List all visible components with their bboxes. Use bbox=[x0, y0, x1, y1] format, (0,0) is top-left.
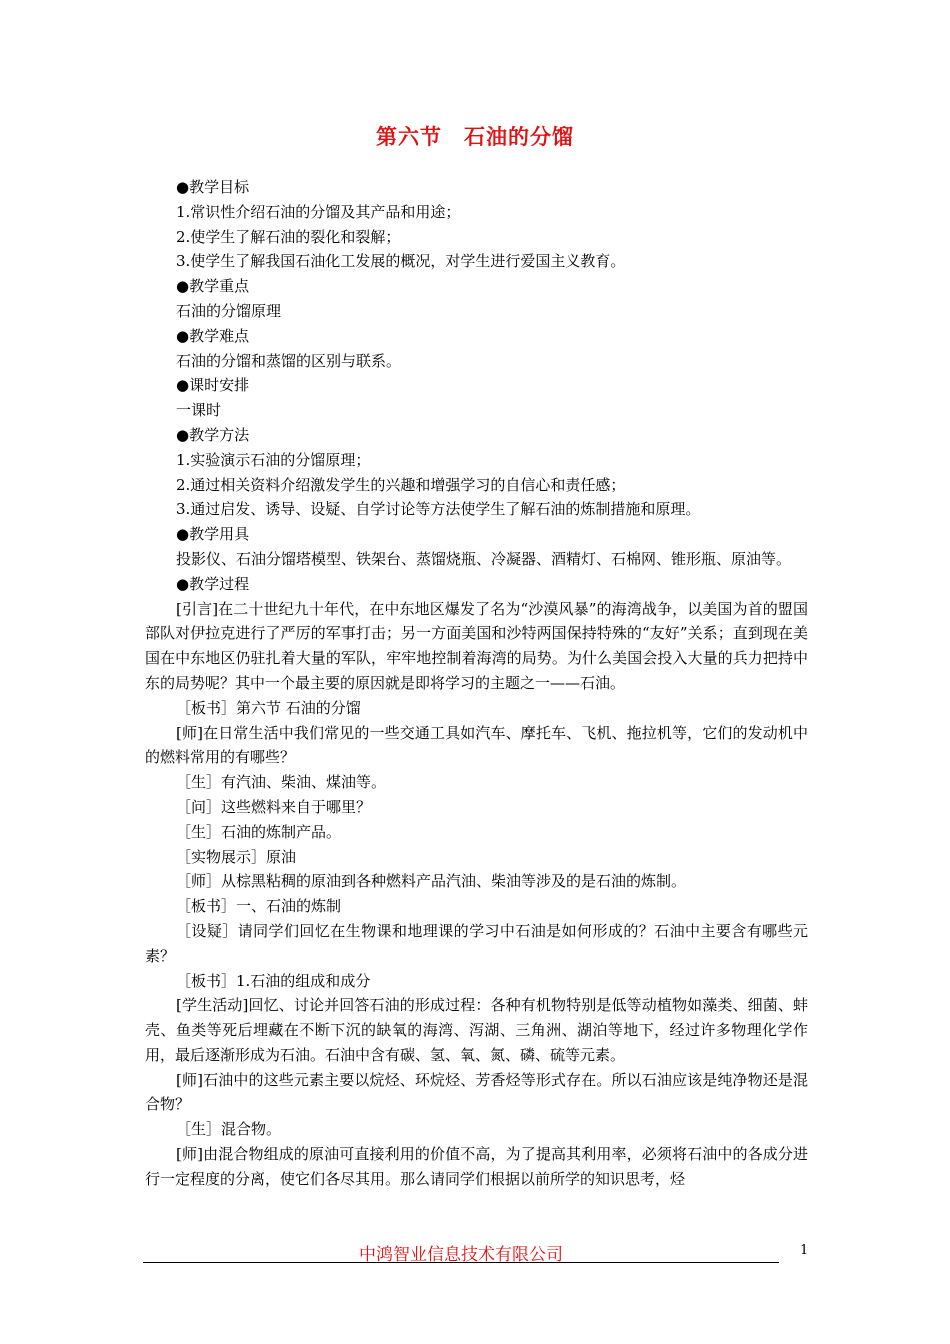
process-paragraph: ［师］从棕黑粘稠的原油到各种燃料产品汽油、柴油等涉及的是石油的炼制。 bbox=[176, 872, 687, 891]
process-paragraph: [学生活动]回忆、讨论并回答石油的形成过程：各种有机物特别是低等动植物如藻类、细菌、蚌壳、鱼类等死后埋藏在不断下沉的缺氧的海湾、泻湖、三角洲、湖泊等地下，经过许多物理化学作用，最后逐渐形成为石油。石油中含有碳、氢、氧、氮、磷、硫等元素。 bbox=[145, 996, 808, 1064]
goal-item: 1.常识性介绍石油的分馏及其产品和用途； bbox=[176, 202, 461, 221]
heading-key-points: ●教学重点 bbox=[176, 277, 250, 296]
heading-difficulties: ●教学难点 bbox=[176, 326, 250, 345]
heading-teaching-goals: ●教学目标 bbox=[176, 178, 250, 196]
process-paragraph: ［设疑］请同学们回忆在生物课和地理课的学习中石油是如何形成的？石油中主要含有哪些元素？ bbox=[145, 921, 808, 965]
heading-methods: ●教学方法 bbox=[176, 425, 250, 444]
process-paragraph: ［板书］1.石油的组成和成分 bbox=[176, 971, 371, 990]
page-number: 1 bbox=[800, 1243, 809, 1258]
process-paragraph: ［实物展示］原油 bbox=[176, 847, 297, 866]
method-item: 3.通过启发、诱导、设疑、自学讨论等方法使学生了解石油的炼制措施和原理。 bbox=[176, 500, 701, 519]
heading-tools: ●教学用具 bbox=[176, 525, 250, 544]
process-paragraph: ［生］有汽油、柴油、煤油等。 bbox=[176, 773, 387, 792]
footer-company-name: 中鸿智业信息技术有限公司 bbox=[359, 1245, 563, 1265]
tools-text: 投影仪、石油分馏塔模型、铁架台、蒸馏烧瓶、冷凝器、酒精灯、石棉网、锥形瓶、原油等。 bbox=[176, 549, 792, 568]
document-body bbox=[145, 175, 808, 1192]
heading-process: ●教学过程 bbox=[176, 574, 250, 593]
process-paragraph: [师]在日常生活中我们常见的一些交通工具如汽车、摩托车、飞机、拖拉机等，它们的发动机中的燃料常用的有哪些？ bbox=[145, 723, 808, 767]
process-paragraph: [师]石油中的这些元素主要以烷烃、环烷烃、芳香烃等形式存在。所以石油应该是纯净物还是混合物？ bbox=[145, 1070, 808, 1114]
method-item: 1.实验演示石油的分馏原理； bbox=[176, 450, 371, 469]
footer-divider bbox=[143, 1262, 779, 1263]
key-point-text: 石油的分馏原理 bbox=[176, 301, 282, 320]
process-paragraph: ［生］混合物。 bbox=[176, 1120, 282, 1139]
schedule-text: 一课时 bbox=[176, 401, 222, 420]
process-paragraph: ［问］这些燃料来自于哪里？ bbox=[176, 797, 372, 816]
process-paragraph: ［板书］一、石油的炼制 bbox=[176, 897, 342, 916]
page-title: 第六节 石油的分馏 bbox=[376, 124, 574, 149]
method-item: 2.通过相关资料介绍激发学生的兴趣和增强学习的自信心和责任感； bbox=[176, 475, 626, 494]
process-paragraph: [引言]在二十世纪九十年代，在中东地区爆发了名为“沙漠风暴”的海湾战争，以美国为首的盟国部队对伊拉克进行了严厉的军事打击；另一方面美国和沙特两国保持特殊的“友好”关系；直到现在美国在中东地区仍驻扎着大量的军队，牢牢地控制着海湾的局势。为什么美国会投入大量的兵力把持中东的局势呢？其中一个最主要的原因就是即将学习的主题之一——石油。 bbox=[145, 599, 808, 692]
process-paragraph: ［板书］第六节 石油的分馏 bbox=[176, 698, 361, 717]
process-paragraph: [师]由混合物组成的原油可直接利用的价值不高，为了提高其利用率，必须将石油中的各成分进行一定程度的分离，使它们各尽其用。那么请同学们根据以前所学的知识思考，烃 bbox=[145, 1145, 808, 1188]
heading-schedule: ●课时安排 bbox=[176, 376, 250, 395]
goal-item: 3.使学生了解我国石油化工发展的概况，对学生进行爱国主义教育。 bbox=[176, 252, 626, 271]
goal-item: 2.使学生了解石油的裂化和裂解； bbox=[176, 227, 401, 246]
process-paragraph: ［生］石油的炼制产品。 bbox=[176, 822, 342, 841]
difficulty-text: 石油的分馏和蒸馏的区别与联系。 bbox=[176, 351, 402, 370]
